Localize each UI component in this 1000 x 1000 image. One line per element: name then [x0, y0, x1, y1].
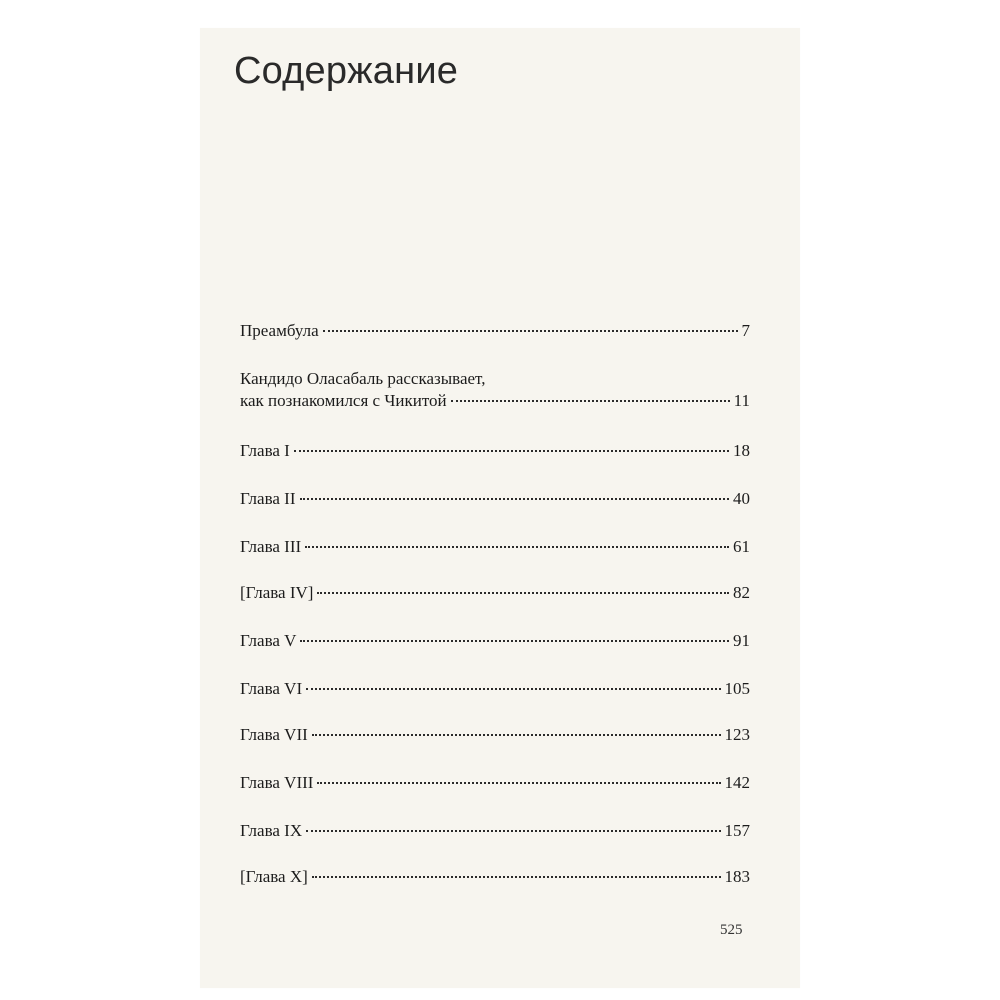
toc-entry-title: Глава I: [240, 441, 290, 460]
toc-entry-chapter-10: [240, 866, 750, 888]
toc-entry-title: Глава IX: [240, 821, 303, 840]
dot-leader: [451, 400, 730, 402]
toc-entry-page: 82: [733, 583, 750, 602]
toc-entry-chapter-7: [240, 724, 750, 746]
dot-leader: [317, 592, 729, 594]
toc-entry-page: 157: [724, 821, 750, 840]
toc-entry-page: 7: [741, 321, 750, 340]
dot-leader: [312, 876, 721, 878]
dot-leader: [305, 546, 729, 548]
toc-entry-chapter-3: [240, 536, 750, 558]
toc-entry-title: [Глава IV]: [240, 583, 314, 602]
toc-entry-page: 40: [733, 489, 750, 508]
toc-entry-title: [Глава X]: [240, 867, 308, 886]
toc-entry-title: Преамбула: [240, 321, 319, 340]
page-title: Содержание: [234, 50, 459, 92]
dot-leader: [317, 782, 720, 784]
toc-entry-page: 61: [733, 537, 750, 556]
toc-entry-chapter-9: [240, 820, 750, 842]
toc-entry-title: как познакомился с Чикитой: [240, 391, 447, 410]
dot-leader: [312, 734, 721, 736]
dot-leader: [300, 498, 730, 500]
toc-entry-page: 91: [733, 631, 750, 650]
toc-entry-page: 105: [724, 679, 750, 698]
toc-entry-chapter-4: [240, 582, 750, 604]
toc-entry-preamble: [240, 320, 750, 342]
toc-entry-page: 18: [733, 441, 750, 460]
toc-entry-title-line1: Кандидо Оласабаль рассказывает,: [240, 369, 486, 388]
folio: 525: [720, 922, 743, 938]
dot-leader: [306, 830, 720, 832]
toc-entry-candido: [240, 368, 750, 412]
toc-entry-page: 142: [724, 773, 750, 792]
toc-entry-chapter-2: [240, 488, 750, 510]
toc-entry-chapter-8: [240, 772, 750, 794]
toc-entry-title: Глава VI: [240, 679, 303, 698]
dot-leader: [300, 640, 729, 642]
toc-entry-page: 123: [724, 725, 750, 744]
toc-entry-page: 183: [724, 867, 750, 886]
toc-entry-chapter-5: [240, 630, 750, 652]
toc-entry-title: Глава VII: [240, 725, 308, 744]
dot-leader: [294, 450, 729, 452]
toc-entry-page: 11: [733, 391, 750, 410]
dot-leader: [323, 330, 738, 332]
toc-entry-chapter-6: [240, 678, 750, 700]
dot-leader: [306, 688, 720, 690]
toc-entry-title: Глава V: [240, 631, 297, 650]
toc-entry-title: Глава III: [240, 537, 302, 556]
toc-entry-chapter-1: [240, 440, 750, 462]
toc-entry-title: Глава VIII: [240, 773, 314, 792]
toc-entry-title: Глава II: [240, 489, 296, 508]
